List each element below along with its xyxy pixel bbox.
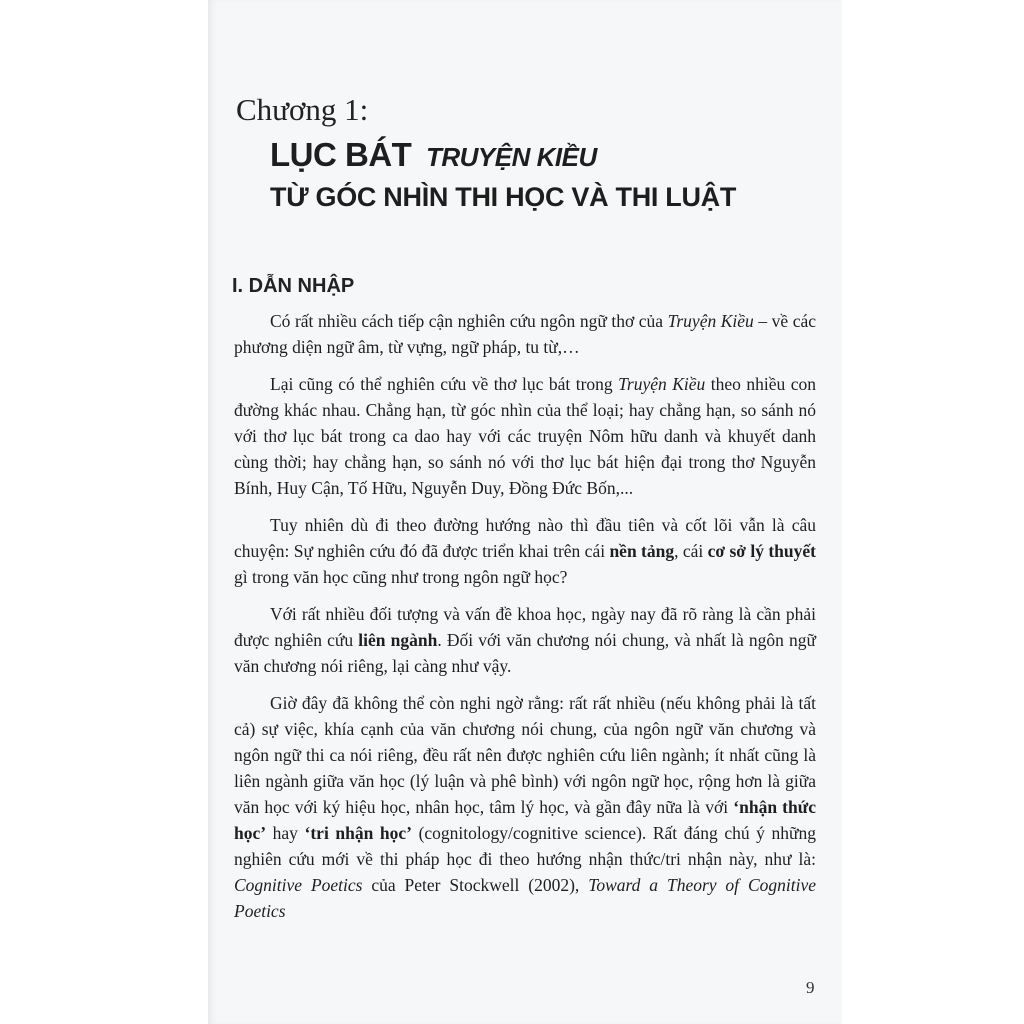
text-run: – về các phương diện ngữ âm, từ vựng, ngữ pháp, tu từ,… bbox=[234, 311, 817, 357]
italic-text: Truyện Kiều bbox=[618, 374, 706, 394]
paragraph-1 bbox=[234, 308, 816, 360]
paragraph-5 bbox=[234, 690, 816, 924]
text-run: Có rất nhiều cách tiếp cận nghiên cứu ngôn ngữ thơ của bbox=[270, 311, 668, 331]
body-text bbox=[234, 308, 816, 935]
bold-text: cơ sở lý thuyết bbox=[707, 541, 816, 561]
bold-text: ‘nhận thức học’ bbox=[234, 797, 816, 843]
text-run: (cognitology/cognitive science). Rất đáng chú ý những nghiên cứu mới về thi pháp học đi theo hướng nhận thức/tri nhận này, như là: bbox=[234, 823, 816, 869]
italic-text: Cognitive Poetics bbox=[234, 875, 363, 895]
chapter-label: Chương 1: bbox=[236, 92, 369, 127]
bold-text: liên ngành bbox=[358, 630, 438, 650]
text-run: Tuy nhiên dù đi theo đường hướng nào thì đầu tiên và cốt lõi vẫn là câu chuyện: Sự nghiên cứu đó đã được triển khai trên cái bbox=[234, 515, 816, 561]
text-run: gì trong văn học cũng như trong ngôn ngữ học? bbox=[234, 567, 568, 587]
italic-text: Toward a Theory of Cognitive Poetics bbox=[234, 875, 816, 921]
text-run: . Đối với văn chương nói chung, và nhất là ngôn ngữ văn chương nói riêng, lại càng như vậy. bbox=[234, 630, 817, 676]
chapter-title-line2: TỪ GÓC NHÌN THI HỌC VÀ THI LUẬT bbox=[270, 182, 737, 212]
chapter-title-part1: LỤC BÁT bbox=[270, 136, 412, 173]
chapter-title-part2: TRUYỆN KIỀU bbox=[425, 142, 597, 172]
section-heading: I. DẪN NHẬP bbox=[232, 275, 355, 297]
text-run: Với rất nhiều đối tượng và vấn đề khoa học, ngày nay đã rõ ràng là cần phải được nghiên cứu bbox=[234, 604, 816, 650]
text-run: hay bbox=[266, 823, 305, 843]
text-run: , cái bbox=[674, 541, 708, 561]
paragraph-2 bbox=[234, 371, 816, 501]
page-number: 9 bbox=[806, 978, 815, 997]
text-run: Lại cũng có thể nghiên cứu về thơ lục bát trong bbox=[270, 374, 619, 394]
bold-text: ‘tri nhận học’ bbox=[304, 823, 412, 843]
text-run: Giờ đây đã không thể còn nghi ngờ rằng: rất rất nhiều (nếu không phải là tất cả) sự việc, khía cạnh của văn chương nói chung, của ngôn ngữ văn chương và ngôn ngữ thi ca nói riêng, đều rất nên được nghiên cứu liên ngành; ít nhất cũng là liên ngành giữa văn học (lý luận và phê bình) với ngôn ngữ học, rộng hơn là giữa văn học với ký hiệu học, nhân học, tâm lý học, và gần đây nữa là với bbox=[234, 693, 816, 817]
text-run: của Peter Stockwell (2002), bbox=[362, 875, 589, 895]
paragraph-4 bbox=[234, 601, 816, 679]
paragraph-3 bbox=[234, 512, 816, 590]
chapter-title-line1 bbox=[270, 136, 597, 174]
text-run: theo nhiều con đường khác nhau. Chẳng hạn, từ góc nhìn của thể loại; hay chẳng hạn, so sánh nó với thơ lục bát trong ca dao hay với các truyện Nôm hữu danh và khuyết danh cùng thời; hay chẳng hạn, so sánh nó với thơ lục bát hiện đại trong thơ Nguyễn Bính, Huy Cận, Tố Hữu, Nguyễn Duy, Đồng Đức Bốn,... bbox=[234, 374, 816, 498]
bold-text: nền tảng bbox=[609, 541, 675, 561]
italic-text: Truyện Kiều bbox=[667, 311, 754, 331]
